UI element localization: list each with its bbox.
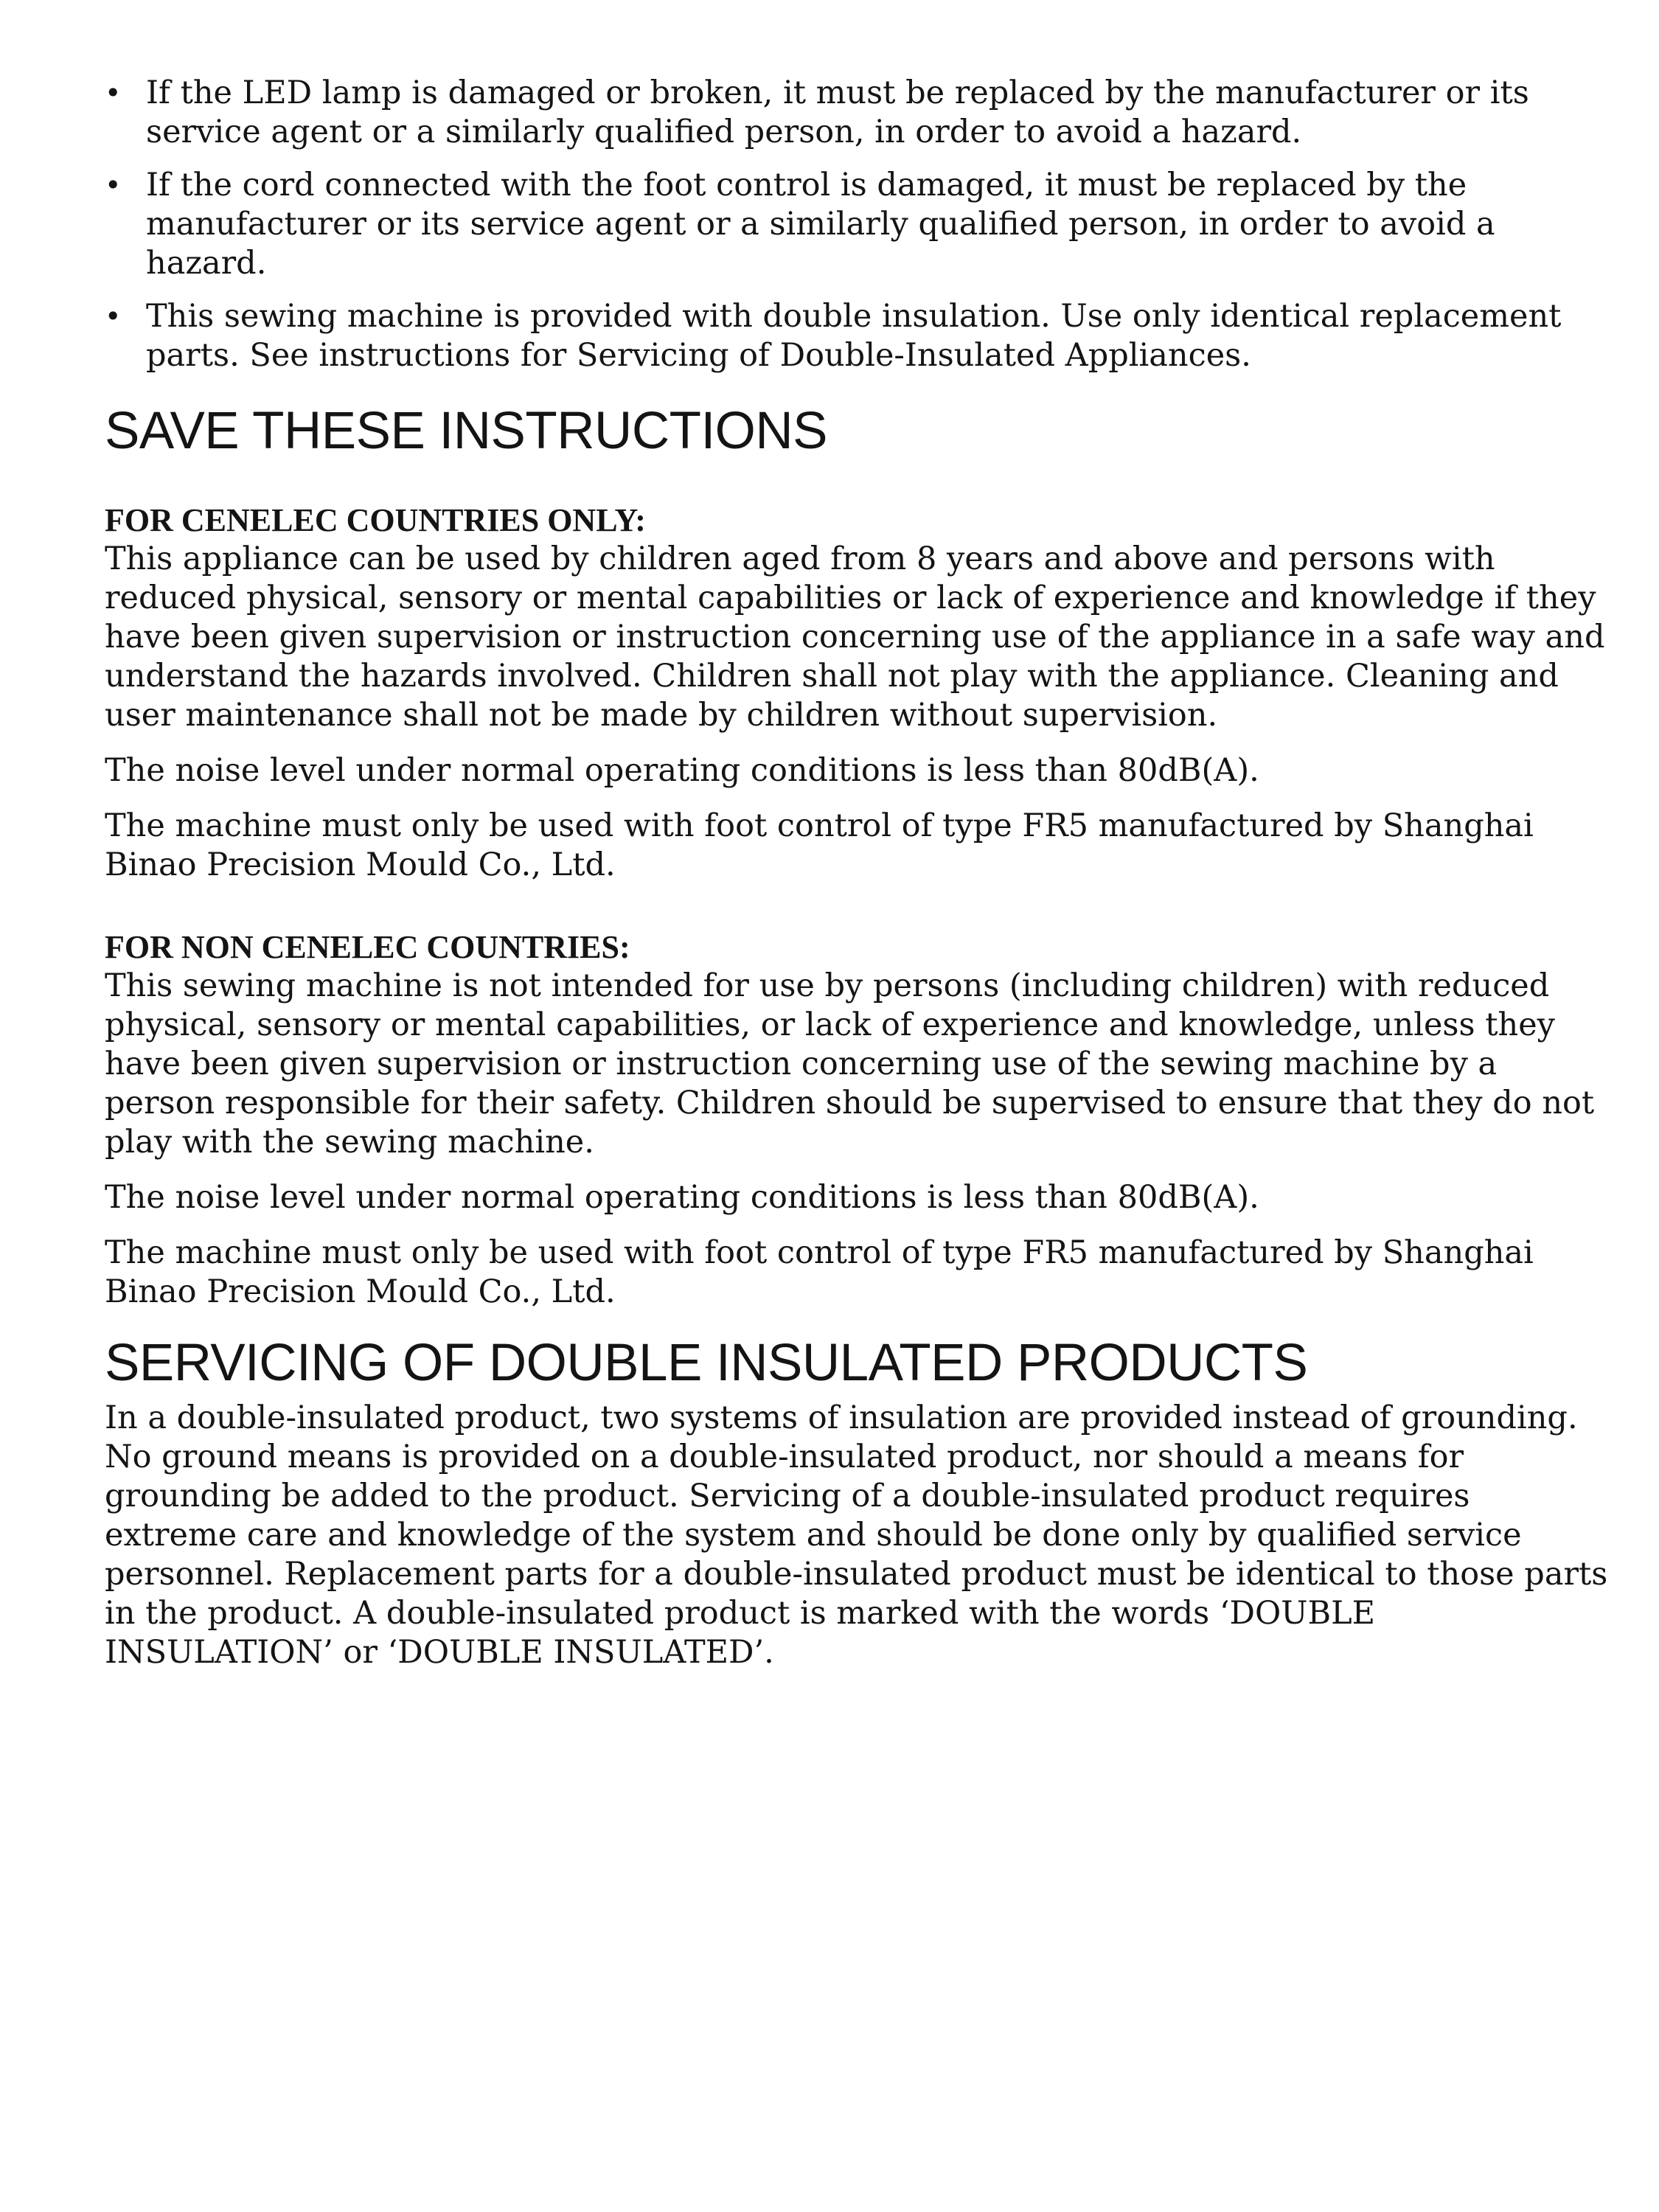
non-cenelec-heading: FOR NON CENELEC COUNTRIES: xyxy=(105,929,630,965)
bullet-text: This sewing machine is provided with double insulation. Use only identical replacement parts. See instructions for Servicing of Double-Insulated Appliances. xyxy=(146,298,1562,374)
cenelec-foot-control-text: The machine must only be used with foot control of type FR5 manufactured by Shanghai Binao Precision Mould Co., Ltd. xyxy=(105,807,1534,883)
bullet-text: If the LED lamp is damaged or broken, it must be replaced by the manufacturer or its service agent or a similarly qualified person, in order to avoid a hazard. xyxy=(146,74,1529,150)
non-cenelec-paragraph: This sewing machine is not intended for use by persons (including children) with reduced physical, sensory or mental capabilities, or lack of experience and knowledge, unless they have been given supervision or instruction concerning use of the sewing machine by a person responsible for their safety. Children should be supervised to ensure that they do not play with the sewing machine. xyxy=(105,967,1595,1161)
bullet-foot-control-cord xyxy=(105,166,1609,283)
cenelec-section xyxy=(105,501,1609,885)
non-cenelec-noise-text: The noise level under normal operating conditions is less than 80dB(A). xyxy=(105,1179,1259,1216)
bullet-icon: • xyxy=(105,169,122,201)
safety-bullet-list xyxy=(105,74,1609,375)
bullet-double-insulation xyxy=(105,297,1609,375)
cenelec-paragraph: This appliance can be used by children aged from 8 years and above and persons with reduced physical, sensory or mental capabilities or lack of experience and knowledge if they have been given supervision or instruction concerning use of the appliance in a safe way and understand the hazards involved. Children shall not play with the appliance. Cleaning and user maintenance shall not be made by children without supervision. xyxy=(105,540,1605,734)
servicing-section xyxy=(105,1334,1609,1672)
bullet-led-lamp xyxy=(105,74,1609,152)
cenelec-heading: FOR CENELEC COUNTRIES ONLY: xyxy=(105,502,646,538)
cenelec-noise-text: The noise level under normal operating conditions is less than 80dB(A). xyxy=(105,752,1259,789)
document-page xyxy=(105,74,1609,1672)
servicing-paragraph: In a double-insulated product, two systems of insulation are provided instead of grounding. No ground means is provided on a double-insulated product, nor should a means for grounding be added to the product. Servicing of a double-insulated product requires extreme care and knowledge of the system and should be done only by qualified service personnel. Replacement parts for a double-insulated product must be identical to those parts in the product. A double-insulated product is marked with the words ‘DOUBLE INSULATION’ or ‘DOUBLE INSULATED’. xyxy=(105,1399,1608,1671)
servicing-heading: SERVICING OF DOUBLE INSULATED PRODUCTS xyxy=(105,1334,1308,1392)
bullet-icon: • xyxy=(105,300,122,333)
non-cenelec-foot-control-text: The machine must only be used with foot control of type FR5 manufactured by Shanghai Binao Precision Mould Co., Ltd. xyxy=(105,1234,1534,1310)
non-cenelec-section xyxy=(105,928,1609,1312)
bullet-icon: • xyxy=(105,77,122,109)
save-instructions-heading: SAVE THESE INSTRUCTIONS xyxy=(105,402,828,460)
bullet-text: If the cord connected with the foot control is damaged, it must be replaced by the manufacturer or its service agent or a similarly qualified person, in order to avoid a hazard. xyxy=(146,167,1495,282)
